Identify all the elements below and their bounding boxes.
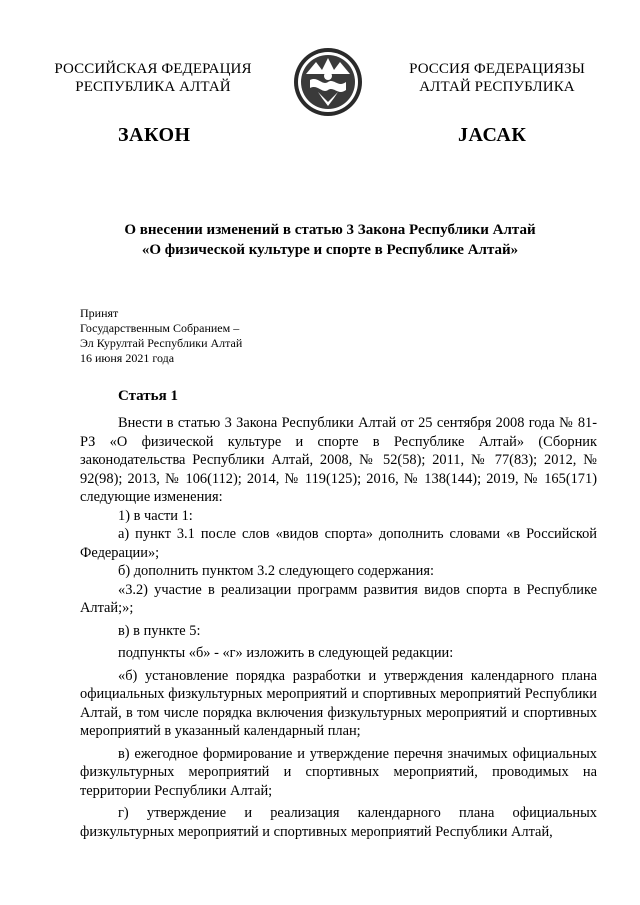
header-left-line2: РЕСПУБЛИКА АЛТАЙ bbox=[75, 79, 231, 95]
paragraph: в) ежегодное формирование и утверждение перечня значимых официальных физкультурных мероприятий и спортивных мероприятий, проводимых на территории Республики Алтай; bbox=[80, 745, 597, 799]
paragraph: в) в пункте 5: bbox=[118, 622, 201, 639]
subject-line1: О внесении изменений в статью 3 Закона Республики Алтай bbox=[124, 222, 536, 238]
law-subject bbox=[80, 220, 580, 260]
header-left-line1: РОССИЙСКАЯ ФЕДЕРАЦИЯ bbox=[54, 61, 252, 77]
adopted-line2: Государственным Собранием – bbox=[80, 321, 240, 335]
law-title-right: JАСАК bbox=[458, 124, 527, 146]
coat-of-arms-icon bbox=[292, 46, 364, 118]
paragraph: б) дополнить пунктом 3.2 следующего содержания: bbox=[118, 563, 434, 579]
paragraph: а) пункт 3.1 после слов «видов спорта» дополнить словами «в Российской Федерации»; bbox=[80, 526, 597, 561]
paragraph: «б) установление порядка разработки и утверждения календарного плана официальных физкультурных мероприятий и спортивных мероприятий Республики Алтай, в том числе порядка включения физкультурных мероприятий и спортивных мероприятий в указанный календарный план; bbox=[80, 667, 597, 739]
header-left bbox=[48, 60, 258, 96]
header-right-line2: АЛТАЙ РЕСПУБЛИКА bbox=[419, 79, 575, 95]
paragraph: Внести в статью 3 Закона Республики Алтай от 25 сентября 2008 года № 81-РЗ «О физической культуре и спорте в Республике Алтай» (Сборник законодательства Республики Алтай, 2008, № 52(58); 2011, № 77(83); 2012, № 92(98); 2013, № 106(112); 2014, № 119(125); 2016, № 138(144); 2019, № 165(171) следующие изменения: bbox=[80, 415, 597, 505]
paragraph: г) утверждение и реализация календарного плана официальных физкультурных мероприятий и спортивных мероприятий Республики Алтай, bbox=[80, 805, 597, 840]
article-body bbox=[80, 414, 597, 841]
paragraph: 1) в части 1: bbox=[118, 507, 193, 524]
adopted-line4: 16 июня 2021 года bbox=[80, 351, 175, 365]
paragraph: «3.2) участие в реализации программ развития видов спорта в Республике Алтай;»; bbox=[80, 581, 597, 616]
article-heading: Статья 1 bbox=[118, 388, 178, 404]
subject-line2: «О физической культуре и спорте в Республике Алтай» bbox=[141, 242, 519, 258]
law-title-left: ЗАКОН bbox=[118, 124, 191, 146]
header-right bbox=[392, 60, 602, 96]
adopted-line3: Эл Курултай Республики Алтай bbox=[80, 336, 243, 350]
adopted-line1: Принят bbox=[80, 306, 119, 320]
header-right-line1: РОССИЯ ФЕДЕРАЦИЯЗЫ bbox=[409, 61, 585, 77]
adoption-info bbox=[80, 306, 320, 366]
paragraph: подпункты «б» - «г» изложить в следующей редакции: bbox=[118, 645, 454, 661]
